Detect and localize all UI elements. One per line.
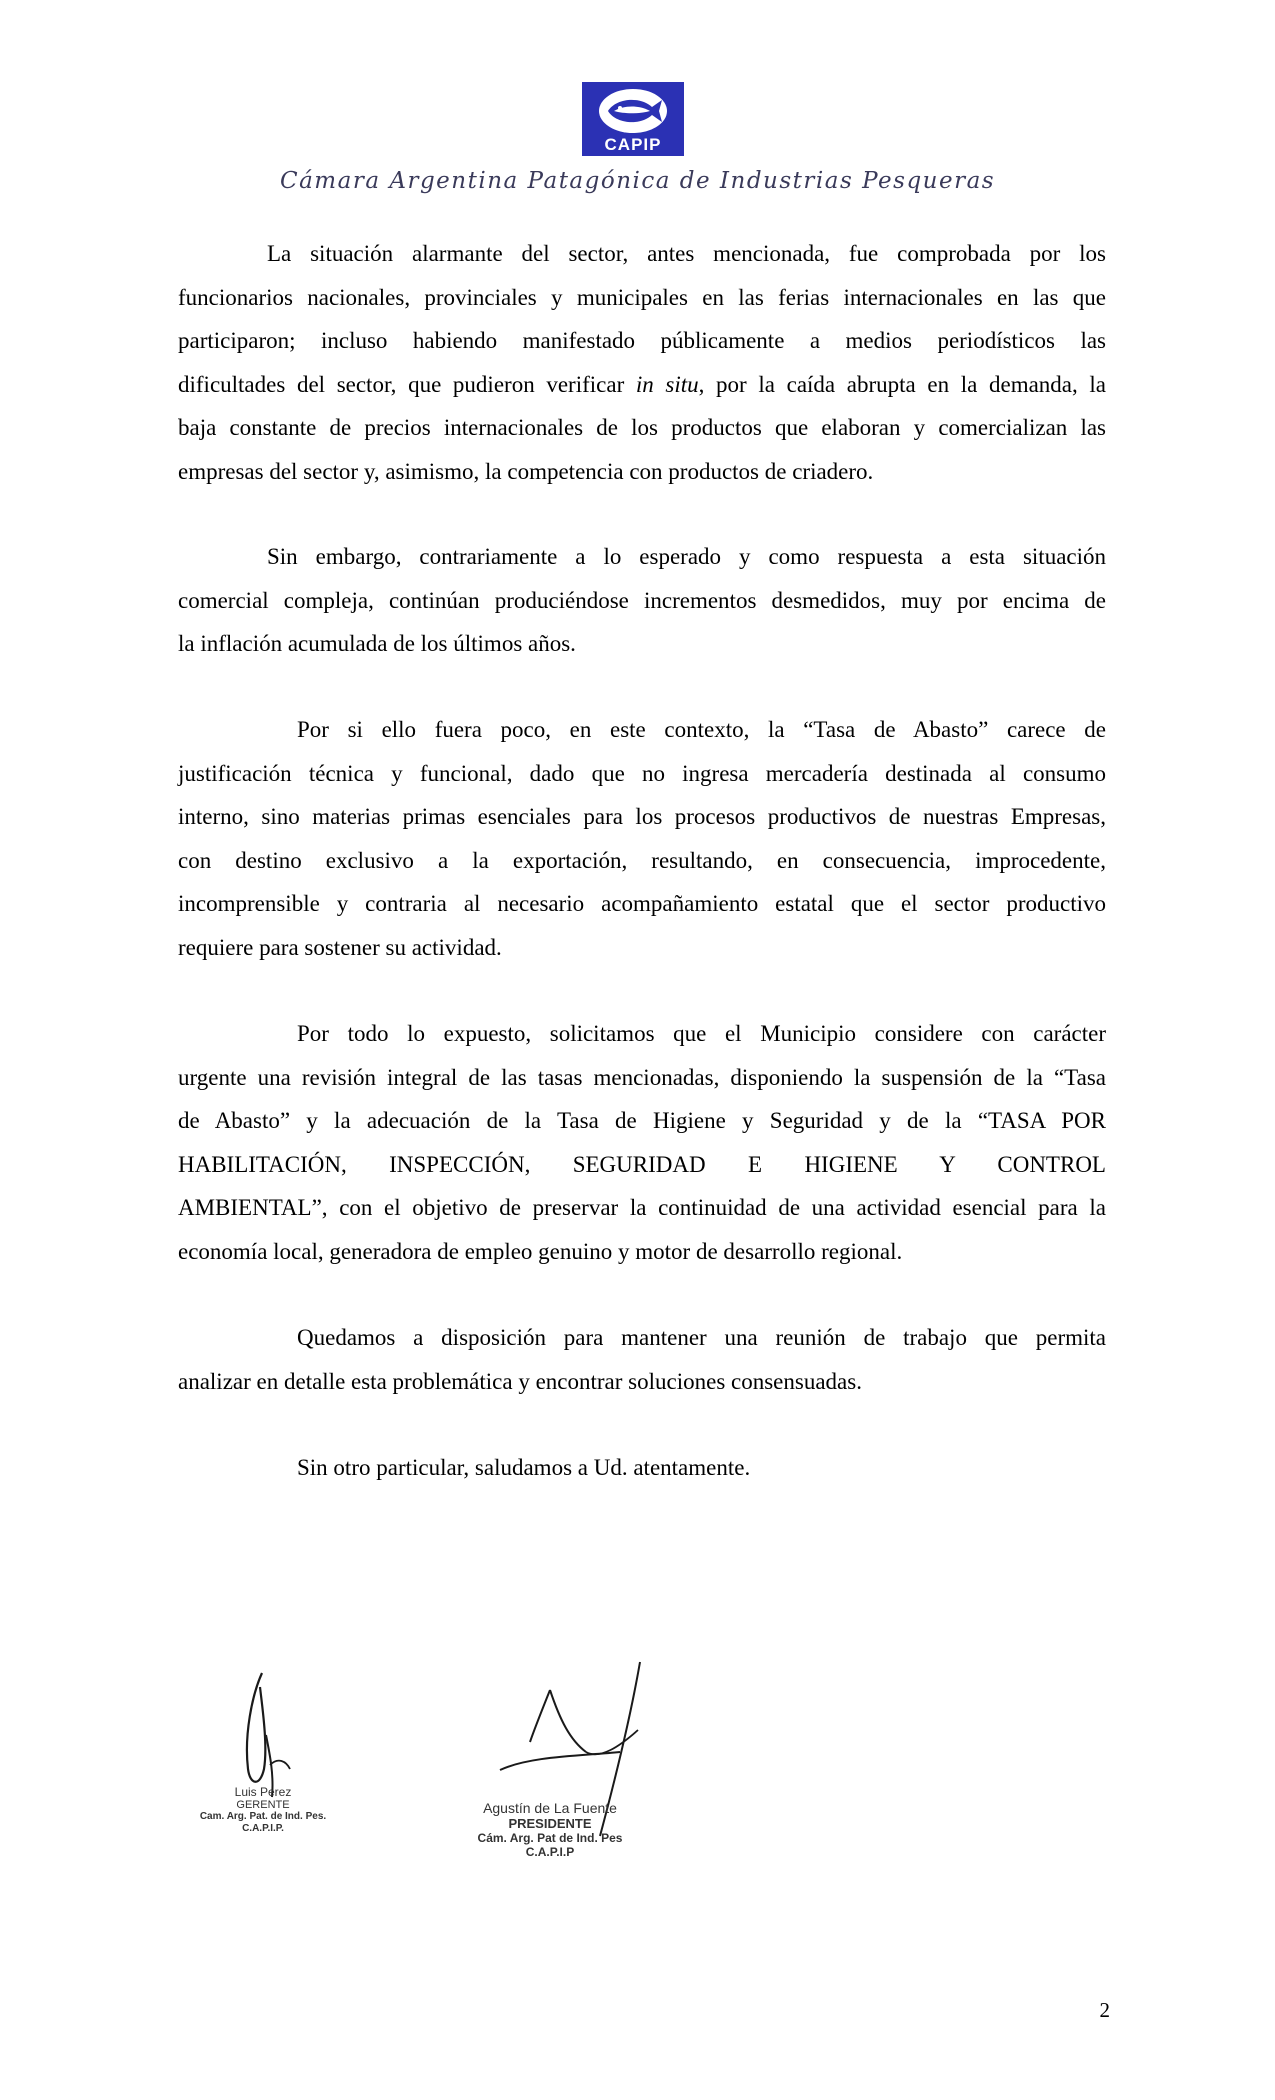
fish-emblem-icon bbox=[582, 82, 684, 138]
paragraph-line: Sin embargo, contrariamente a lo esperado y como respuesta a esta situación bbox=[267, 544, 1106, 569]
paragraph-line: comercial compleja, continúan produciéndose incrementos desmedidos, muy por encima de bbox=[178, 587, 1106, 613]
paragraph-5 bbox=[178, 1316, 1106, 1403]
page-number: 2 bbox=[1099, 1998, 1110, 2022]
paragraph-line: urgente una revisión integral de las tasas mencionadas, disponiendo la suspensión de la “Tasa bbox=[178, 1064, 1106, 1090]
logo-text: CAPIP bbox=[604, 135, 662, 154]
paragraph-line: economía local, generadora de empleo genuino y motor de desarrollo regional. bbox=[178, 1238, 903, 1264]
paragraph-line: justificación técnica y funcional, dado que no ingresa mercadería destinada al consumo bbox=[178, 760, 1106, 786]
paragraph-line: analizar en detalle esta problemática y encontrar soluciones consensuadas. bbox=[178, 1368, 862, 1394]
signer-title: GERENTE bbox=[236, 1799, 290, 1811]
organization-name: Cámara Argentina Patagónica de Industrias Pesqueras bbox=[280, 168, 996, 194]
signer-org-short: C.A.P.I.P bbox=[525, 1845, 575, 1859]
paragraph-line: AMBIENTAL”, con el objetivo de preservar la continuidad de una actividad esencial para la bbox=[178, 1195, 1106, 1220]
paragraph-line: incomprensible y contraria al necesario acompañamiento estatal que el sector productivo bbox=[178, 891, 1106, 916]
paragraph-line: Sin otro particular, saludamos a Ud. atentamente. bbox=[297, 1455, 751, 1480]
signature-luis-perez-icon bbox=[230, 1665, 320, 1805]
signature-block-presidente bbox=[460, 1800, 640, 1859]
paragraph-line: Quedamos a disposición para mantener una reunión de trabajo que permita bbox=[297, 1325, 1106, 1350]
capip-logo bbox=[582, 82, 684, 156]
paragraph-line: de Abasto” y la adecuación de la Tasa de Higiene y Seguridad y de la “TASA POR bbox=[178, 1108, 1106, 1133]
signer-name: Agustín de La Fuente bbox=[483, 1800, 617, 1816]
paragraph-line: interno, sino materias primas esenciales para los procesos productivos de nuestras Empresas, bbox=[178, 804, 1106, 829]
signature-block-gerente bbox=[188, 1786, 338, 1835]
signer-title: PRESIDENTE bbox=[508, 1816, 592, 1831]
paragraph-line: participaron; incluso habiendo manifestado públicamente a medios periodísticos las bbox=[178, 328, 1106, 353]
paragraph-line: dificultades del sector, que pudieron verificar in situ, por la caída abrupta en la demanda, la bbox=[178, 371, 1106, 397]
paragraph-2 bbox=[178, 535, 1106, 666]
paragraph-line: baja constante de precios internacionales de los productos que elaboran y comercializan las bbox=[178, 415, 1106, 440]
paragraph-line: HABILITACIÓN, INSPECCIÓN, SEGURIDAD E HIGIENE Y CONTROL bbox=[178, 1151, 1106, 1177]
paragraph-line: requiere para sostener su actividad. bbox=[178, 934, 502, 960]
italic-term: in situ bbox=[635, 371, 699, 397]
paragraph-3 bbox=[178, 708, 1106, 969]
signer-org: Cám. Arg. Pat de Ind. Pes bbox=[477, 1831, 623, 1845]
paragraph-line: con destino exclusivo a la exportación, resultando, en consecuencia, improcedente, bbox=[178, 847, 1106, 873]
signer-org-short: C.A.P.I.P. bbox=[242, 1823, 284, 1834]
paragraph-6 bbox=[178, 1446, 1106, 1490]
paragraph-line: empresas del sector y, asimismo, la competencia con productos de criadero. bbox=[178, 458, 874, 484]
paragraph-line: Por si ello fuera poco, en este contexto, la “Tasa de Abasto” carece de bbox=[297, 717, 1106, 742]
paragraph-line: funcionarios nacionales, provinciales y municipales en las ferias internacionales en las que bbox=[178, 284, 1106, 310]
paragraph-line: Por todo lo expuesto, solicitamos que el Municipio considere con carácter bbox=[297, 1021, 1106, 1046]
paragraph-line: la inflación acumulada de los últimos años. bbox=[178, 631, 576, 656]
paragraph-1 bbox=[178, 232, 1106, 493]
paragraph-line: La situación alarmante del sector, antes mencionada, fue comprobada por los bbox=[267, 241, 1106, 266]
signer-org: Cam. Arg. Pat. de Ind. Pes. bbox=[199, 1811, 327, 1822]
paragraph-4 bbox=[178, 1012, 1106, 1273]
signer-name: Luis Perez bbox=[234, 1785, 292, 1799]
